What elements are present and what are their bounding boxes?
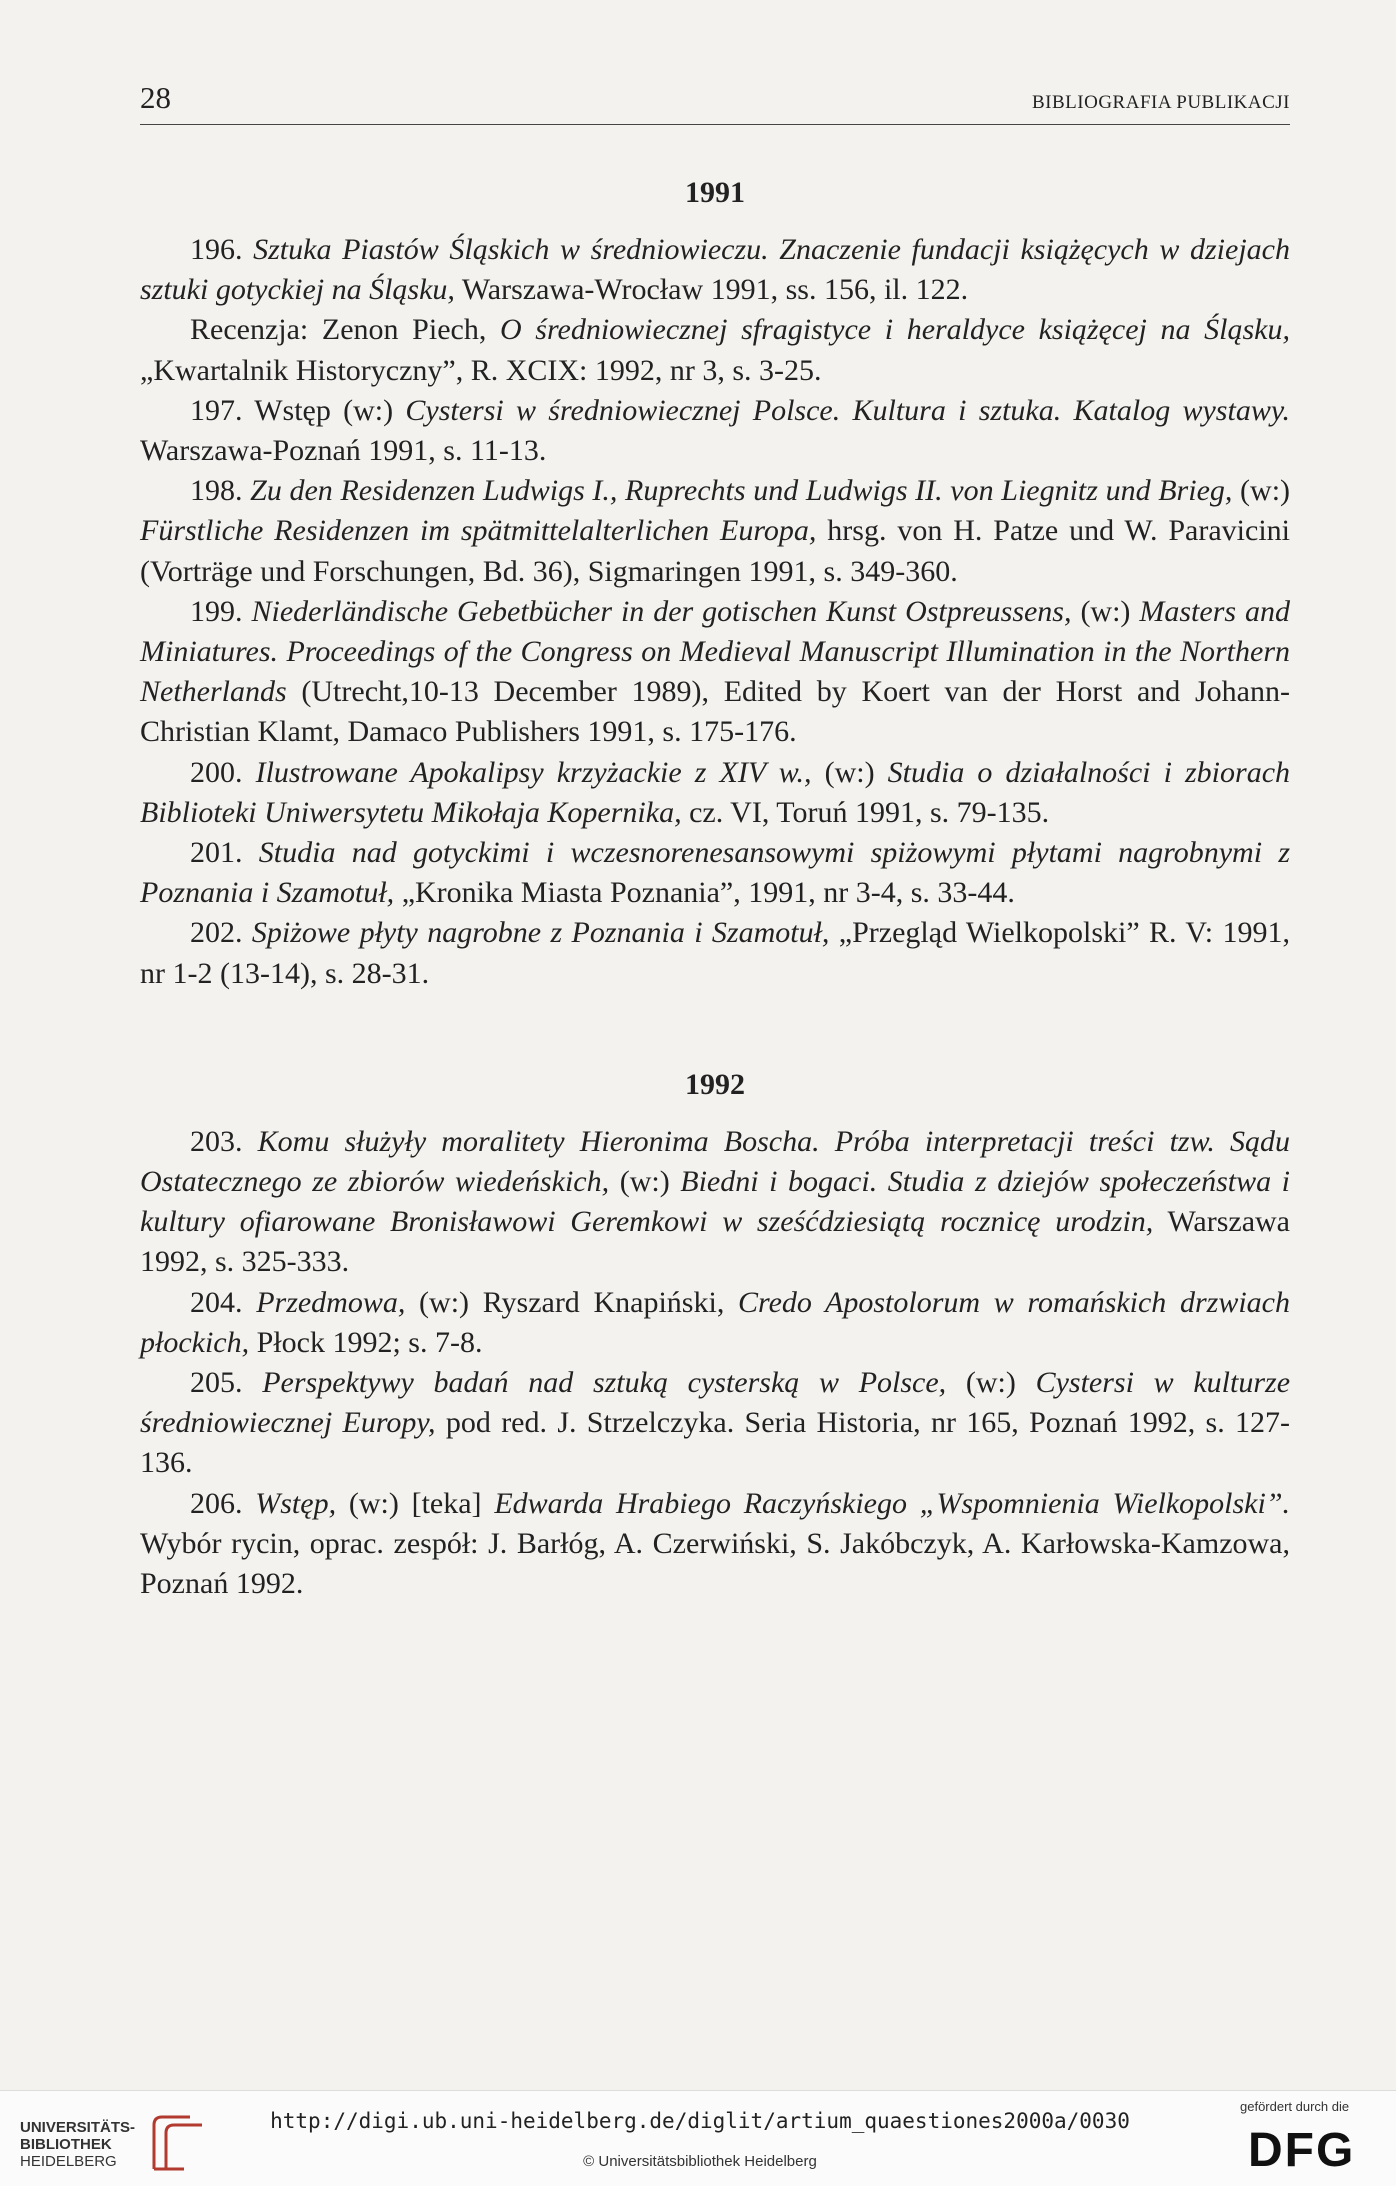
funding-note: gefördert durch die xyxy=(1240,2099,1350,2114)
bibliography-entry xyxy=(140,230,1290,310)
library-name-line-1: UNIVERSITÄTS- xyxy=(20,2119,136,2136)
entry-title-text: Ilustrowane Apokalipsy krzyżackie z XIV w., xyxy=(255,755,812,789)
entry-text: Warszawa 1992, s. 325-333. xyxy=(140,1205,1290,1279)
bibliography-content xyxy=(140,170,1290,1604)
entry-text: 204. xyxy=(190,1285,257,1319)
entry-title-text: Zu den Residenzen Ludwigs I., Ruprechts und Ludwigs II. von Liegnitz und Brieg, xyxy=(250,474,1233,508)
entry-text: Recenzja: Zenon Piech, xyxy=(190,313,500,347)
bibliography-entry xyxy=(140,833,1290,913)
library-name-line-2: BIBLIOTHEK xyxy=(20,2136,112,2153)
entry-title-text: Credo Apostolorum w romańskich drzwiach płockich, xyxy=(140,1285,1290,1359)
library-name xyxy=(20,2119,135,2170)
entry-text: cz. VI, Toruń 1991, s. 79-135. xyxy=(681,795,1050,829)
bibliography-entry xyxy=(140,310,1290,390)
bibliography-entry xyxy=(140,1363,1290,1484)
bibliography-entry xyxy=(140,391,1290,471)
library-name-line-3: HEIDELBERG xyxy=(20,2153,117,2170)
entry-text: (w:) [teka] xyxy=(336,1486,495,1520)
bibliography-entry xyxy=(140,913,1290,993)
entry-title-text: Przedmowa, xyxy=(256,1285,406,1319)
entry-title-text: Edwarda Hrabiego Raczyńskiego „Wspomnienia Wielkopolski”. xyxy=(494,1486,1290,1520)
entry-text: 199. xyxy=(190,594,252,628)
bibliography-entry xyxy=(140,1283,1290,1363)
entry-text: 201. xyxy=(190,836,259,870)
bibliography-entry xyxy=(140,471,1290,592)
bibliography-entry xyxy=(140,592,1290,753)
entry-text: Wybór rycin, oprac. zespół: J. Barłóg, A. Czerwiński, S. Jakóbczyk, A. Karłowska-Kamzowa, Poznań 1992. xyxy=(140,1526,1290,1601)
entry-title-text: Wstęp, xyxy=(255,1486,337,1520)
year-heading: 1991 xyxy=(685,176,745,209)
entry-title-text: Niederländische Gebetbücher in der gotischen Kunst Ostpreussens, xyxy=(251,594,1072,628)
entry-text: 203. xyxy=(190,1124,258,1158)
entry-text: (w:) xyxy=(1071,594,1140,628)
entry-text: (w:) xyxy=(811,755,888,789)
footer-bar xyxy=(0,2090,1396,2186)
entry-title-text: Fürstliche Residenzen im spätmittelalterlichen Europa, xyxy=(140,514,817,548)
bibliography-entry xyxy=(140,1484,1290,1605)
library-logo-icon xyxy=(150,2111,210,2175)
entry-text: 206. xyxy=(190,1486,256,1520)
entry-text: „Kronika Miasta Poznania”, 1991, nr 3-4, s. 33-44. xyxy=(394,876,1015,910)
entry-text: Płock 1992; s. 7-8. xyxy=(249,1325,483,1359)
page-header xyxy=(140,80,1290,125)
entry-text: 197. Wstęp (w:) xyxy=(190,393,406,427)
entry-title-text: O średniowiecznej sfragistyce i heraldyce książęcej na Śląsku, xyxy=(499,313,1290,347)
entry-text: (w:) xyxy=(609,1165,681,1199)
dfg-logo: DFG xyxy=(1248,2124,1356,2177)
running-title: BIBLIOGRAFIA PUBLIKACJI xyxy=(1032,92,1290,113)
permalink-url[interactable]: http://digi.ub.uni-heidelberg.de/diglit/artium_quaestiones2000a/0030 xyxy=(270,2109,1130,2133)
entry-text: (w:) Ryszard Knapiński, xyxy=(405,1285,739,1319)
bibliography-entry xyxy=(140,1122,1290,1283)
entry-text: 198. xyxy=(190,474,251,508)
entry-text: pod red. J. Strzelczyka. Seria Historia, nr 165, Poznań 1992, s. 127-136. xyxy=(140,1406,1291,1480)
entry-text: (Utrecht,10-13 December 1989), Edited by Koert van der Horst and Johann-Christian Klamt, Damaco Publishers 1991, s. 175-176. xyxy=(140,675,1290,749)
entry-title-text: Studia o działalności i zbiorach Biblioteki Uniwersytetu Mikołaja Kopernika, xyxy=(140,755,1291,829)
bibliography-entry xyxy=(140,753,1290,833)
entry-title-text: Studia nad gotyckimi i wczesnorenesansowymi spiżowymi płytami nagrobnymi z Poznania i Szamotuł, xyxy=(140,836,1291,910)
entry-title-text: Sztuka Piastów Śląskich w średniowieczu. Znaczenie fundacji książęcych w dziejach sztuki gotyckiej na Śląsku, xyxy=(140,233,1290,307)
entry-text: 196. xyxy=(190,233,254,266)
entry-text: 205. xyxy=(190,1366,263,1400)
entry-text: 202. xyxy=(190,916,252,950)
entry-text: Warszawa-Wrocław 1991, ss. 156, il. 122. xyxy=(454,273,969,307)
entry-text: „Przegląd Wielkopolski” R. V: 1991, nr 1-2 (13-14), s. 28-31. xyxy=(140,916,1290,990)
entry-text: Warszawa-Poznań 1991, s. 11-13. xyxy=(140,434,547,468)
entry-text: „Kwartalnik Historyczny”, R. XCIX: 1992, nr 3, s. 3-25. xyxy=(140,353,822,387)
entry-title-text: Perspektywy badań nad sztuką cysterską w Polsce, xyxy=(262,1366,947,1400)
entry-title-text: Cystersi w średniowiecznej Polsce. Kultura i sztuka. Katalog wystawy. xyxy=(405,393,1290,427)
page-number: 28 xyxy=(140,80,171,115)
entry-title-text: Cystersi w kulturze średniowiecznej Europy, xyxy=(140,1366,1291,1440)
copyright-text: © Universitätsbibliothek Heidelberg xyxy=(583,2153,817,2170)
entry-title-text: Biedni i bogaci. Studia z dziejów społeczeństwa i kultury ofiarowane Bronisławowi Geremkowi w sześćdziesiątą rocznicę urodzin, xyxy=(140,1165,1291,1239)
year-heading: 1992 xyxy=(685,1067,745,1101)
entry-text: (w:) xyxy=(1232,474,1291,508)
entry-title-text: Komu służyły moralitety Hieronima Boscha. Próba interpretacji treści tzw. Sądu Ostatecznego ze zbiorów wiedeńskich, xyxy=(140,1124,1291,1199)
entry-text: 200. xyxy=(190,755,256,789)
entry-title-text: Masters and Miniatures. Proceedings of the Congress on Medieval Manuscript Illumination in the Northern Netherlands xyxy=(140,594,1291,709)
entry-text: hrsg. von H. Patze und W. Paravicini (Vorträge und Forschungen, Bd. 36), Sigmaringen 1991, s. 349-360. xyxy=(140,514,1290,588)
entry-title-text: Spiżowe płyty nagrobne z Poznania i Szamotuł, xyxy=(251,916,830,950)
entry-text: (w:) xyxy=(946,1366,1036,1400)
